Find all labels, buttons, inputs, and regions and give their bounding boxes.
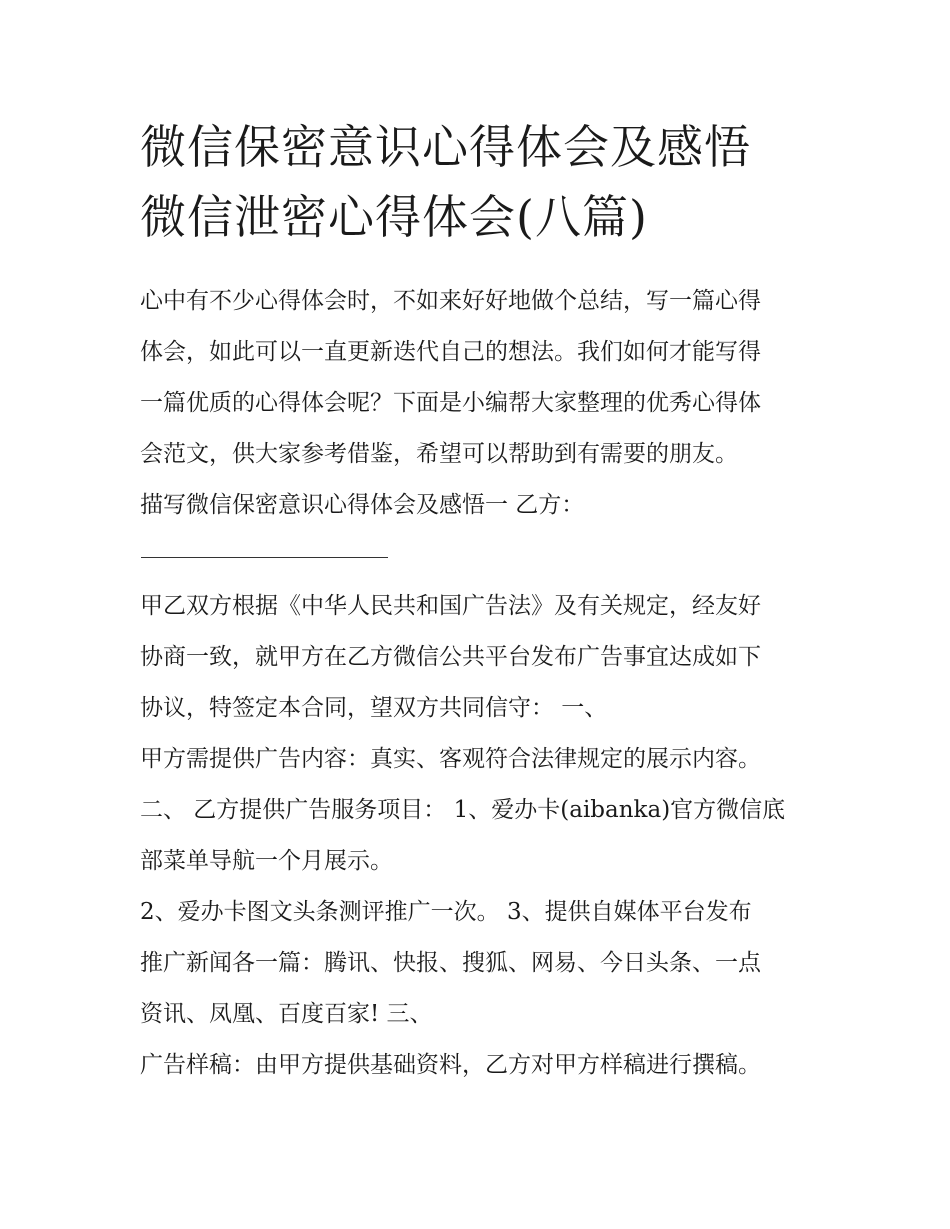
text-line: 部菜单导航一个月展示。	[140, 848, 393, 874]
signature-blank-line	[141, 557, 388, 558]
text-line: 描写微信保密意识心得体会及感悟一 乙方：	[140, 492, 585, 518]
text-line: 协商一致，就甲方在乙方微信公共平台发布广告事宜达成如下	[140, 644, 761, 670]
title-line-2: 微信泄密心得体会(八篇)	[140, 190, 648, 244]
text-line: 资讯、凤凰、百度百家! 三、	[140, 1001, 433, 1027]
text-line: 甲方需提供广告内容：真实、客观符合法律规定的展示内容。	[140, 746, 761, 772]
title-line-1: 微信保密意识心得体会及感悟	[140, 120, 751, 174]
contract-paragraph	[140, 581, 830, 1091]
text-line: 会范文，供大家参考借鉴，希望可以帮助到有需要的朋友。	[140, 441, 738, 467]
text-line: 二、 乙方提供广告服务项目： 1、爱办卡(aibanka)官方微信底	[140, 797, 786, 823]
text-line: 推广新闻各一篇：腾讯、快报、搜狐、网易、今日头条、一点	[140, 950, 761, 976]
text-line: 心中有不少心得体会时，不如来好好地做个总结，写一篇心得	[140, 288, 761, 314]
text-line: 广告样稿：由甲方提供基础资料，乙方对甲方样稿进行撰稿。	[140, 1052, 761, 1078]
document-title	[140, 112, 840, 252]
text-line: 2、爱办卡图文头条测评推广一次。 3、提供自媒体平台发布	[140, 899, 752, 925]
text-line: 一篇优质的心得体会呢？下面是小编帮大家整理的优秀心得体	[140, 390, 761, 416]
intro-paragraph	[140, 276, 830, 531]
text-line: 甲乙双方根据《中华人民共和国广告法》及有关规定，经友好	[140, 593, 761, 619]
text-line: 体会，如此可以一直更新迭代自己的想法。我们如何才能写得	[140, 339, 761, 365]
text-line: 协议，特签定本合同，望双方共同信守： 一、	[140, 695, 608, 721]
